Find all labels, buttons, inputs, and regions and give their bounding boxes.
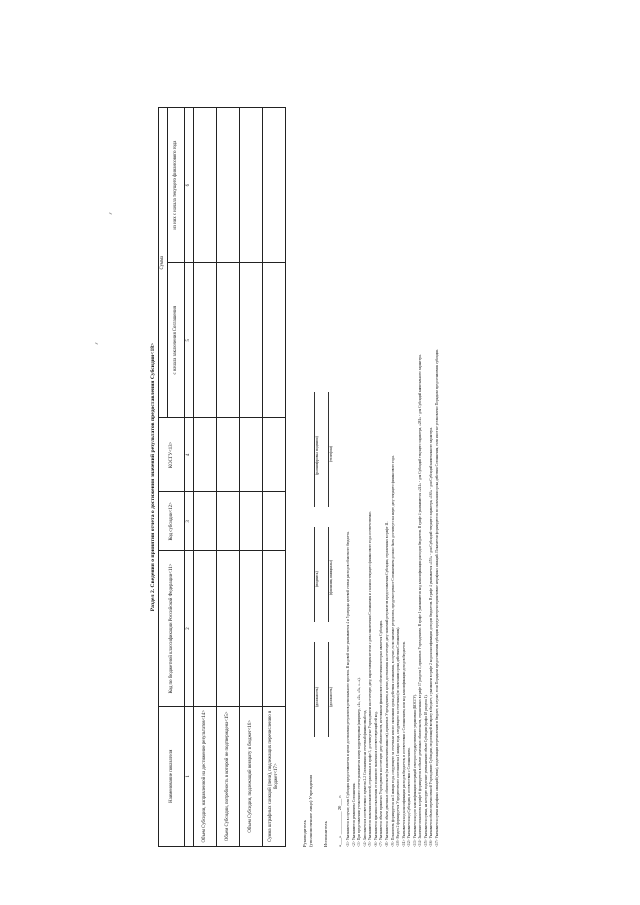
footnote: <14> Значение показателя в графе 6 формируется в объеме денежных обязательств, отраженных в графе 17 раздела 1, принятых Учреждением. В графе 1 указываются код классификации расходов бюджетов. В графе 4 указываются «241» - для Субсидий текущего характера, «281» - для Субсидий капитального характера.: [418, 354, 423, 847]
signature-caption: (подпись): [315, 571, 319, 587]
footnote: <6> Указывается причина отклонения от планового значения в соответствующий ей код.: [373, 711, 378, 847]
footnote: <11> Указывается код классификации расходов бюджетов, в соответствии с Соглашением, или код классификации доходов бюджетов.: [401, 641, 406, 847]
table-cell: [240, 418, 263, 492]
column-number: 5: [185, 263, 194, 418]
table-cell: [240, 492, 263, 551]
results-table: [158, 107, 286, 847]
header-since-agreement: с начала заключения Соглашения: [168, 263, 185, 418]
table-cell: [217, 418, 240, 492]
table-cell: [263, 492, 286, 551]
table-cell: [263, 418, 286, 492]
position-caption: (должность): [315, 687, 319, 707]
footnote: <5> Указываются значения показателей, отраженных в графе 3, достигнутые Учреждением на отчетную дату, нарастающим итогом с даты заключения Соглашения и с начала текущего финансового года соответственно.: [368, 510, 373, 847]
table-row: [240, 108, 263, 847]
table-cell: [217, 108, 240, 263]
table-cell: [263, 263, 286, 418]
column-number: 6: [185, 108, 194, 263]
header-since-year: из них с начала текущего финансового года: [168, 108, 185, 263]
row-name: Объем Субсидии, направленной на достижение результатов<14>: [194, 706, 217, 846]
column-number: 1: [185, 706, 194, 846]
footnote: <17> Указывается сумма штрафных санкций (пени), подлежащих перечислению в бюджет, в случае, если Порядком предоставления субсидии предусмотрено применение штрафных санкций. Показатели формируются по окончании срока действия Соглашения, если иное не установлено Порядком предоставления субсидии.: [435, 348, 439, 847]
table-cell: [194, 263, 217, 418]
executor-label: Исполнитель: [323, 821, 328, 847]
pen-mark: [95, 342, 98, 344]
signature-block: [302, 107, 342, 847]
footnote: <2> Указываются реквизиты Соглашения.: [351, 782, 356, 847]
pen-mark: [109, 212, 112, 214]
footnote: <16> Указывается объем перечисленной Учреждению Субсидии, подлежащей возврату в бюджет, с указанием в графе 2 кода классификации доходов бюджетов. В графе 4 указывается «153» - для Субсидий текущего характера, «163» - для Субсидий капитального характера.: [429, 427, 434, 847]
table-cell: [263, 108, 286, 263]
row-name: Объем Субсидии, подлежащий возврату в бюджет<16>: [240, 706, 263, 846]
footnote: <3> При представлении уточненного отчета указывается номер корректировки (например, «1», «2», «3», «...»).: [357, 677, 362, 847]
table-cell: [240, 108, 263, 263]
header-sum: Сумма: [159, 108, 168, 418]
table-cell: [263, 551, 286, 706]
table-cell: [217, 263, 240, 418]
footnote: <9> Показатель формируется на 1 января года, следующего за отчетным или по окончании срока действия соглашения, в случае, если значение результата, предусмотренное Соглашением должно быть достигнуто на иную дату текущего финансового года.: [390, 455, 395, 847]
footnote: <10> Раздел 2 формируется Учредителем по состоянию на 1 января года, следующего за отчетным (по окончании срока действия Соглашения).: [396, 626, 401, 847]
footnote: <12> Указывается код Субсидии, в соответствии с Соглашением.: [407, 747, 412, 847]
table-row: [194, 108, 217, 847]
footnote: <1> Указывается в случае, если Субсидия предоставляется в целях достижения результатов регионального проекта. В кодовой зоне указываются 4 и 5 разряды целевой статьи расходов областного бюджета.: [346, 531, 350, 847]
row-name: Сумма штрафных санкций (пени), подлежащих перечислению в бюджет<17>: [263, 706, 286, 846]
footnote: <8> Указывается объем денежных обязательств (за исключением авансов), принятых Учреждением, в целях достижения на отчетную дату значений результатов предоставления Субсидии, отраженных в графе 11.: [384, 521, 389, 847]
head-sublabel: (уполномоченное лицо) Учреждения: [308, 774, 313, 847]
document-content: [150, 107, 441, 847]
row-name: Объем Субсидии, потребность в которой не подтверждена<15>: [217, 706, 240, 846]
table-cell: [194, 108, 217, 263]
column-number: 4: [185, 418, 194, 492]
head-label: Руководитель: [302, 820, 307, 847]
table-cell: [194, 418, 217, 492]
decoding-caption: (расшифровка подписи): [315, 436, 319, 475]
table-row: [263, 108, 286, 847]
table-cell: [240, 551, 263, 706]
table-cell: [194, 492, 217, 551]
table-cell: [217, 551, 240, 706]
column-number: 3: [185, 492, 194, 551]
table-cell: [240, 263, 263, 418]
fio-caption: (фамилия, инициалы): [329, 559, 333, 595]
executor-position-caption: (должность): [329, 687, 333, 707]
phone-caption: (телефон): [329, 446, 333, 462]
footnote: <4> Заполняется в соответствии с пунктом 2.2 Соглашения на отчетный финансовый год.: [362, 709, 367, 847]
header-kbk: Код по бюджетной классификации Российской Федерации<11>: [159, 551, 185, 706]
header-subsidy-code: Код субсидии<12>: [159, 492, 185, 551]
column-number: 2: [185, 551, 194, 706]
table-cell: [194, 551, 217, 706]
table-cell: [217, 492, 240, 551]
footnote: <7> Указывается объем принятых Учреждением на отчетную дату обязательств, источником финансового обеспечения которых является Субсидия.: [379, 620, 384, 847]
header-name: Наименование показателя: [159, 706, 185, 846]
footnote: <15> Указывается сумма, на которую подлежит уменьшению объем Субсидии (графа 18 раздела 1).: [423, 694, 428, 847]
table-row: [217, 108, 240, 847]
footnotes: [346, 107, 441, 847]
footnote: <13> Указывается код по классификации операций сектора государственного управления (КОСГУ).: [412, 693, 417, 847]
header-kosgu: КОСГУ<13>: [159, 418, 185, 492]
date-line: «___» __________ 20___ г.: [337, 795, 342, 847]
section-title: Раздел 2. Сведения о принятии отчета о достижении значений результатов предоставления Субсидии<18>: [150, 342, 156, 612]
